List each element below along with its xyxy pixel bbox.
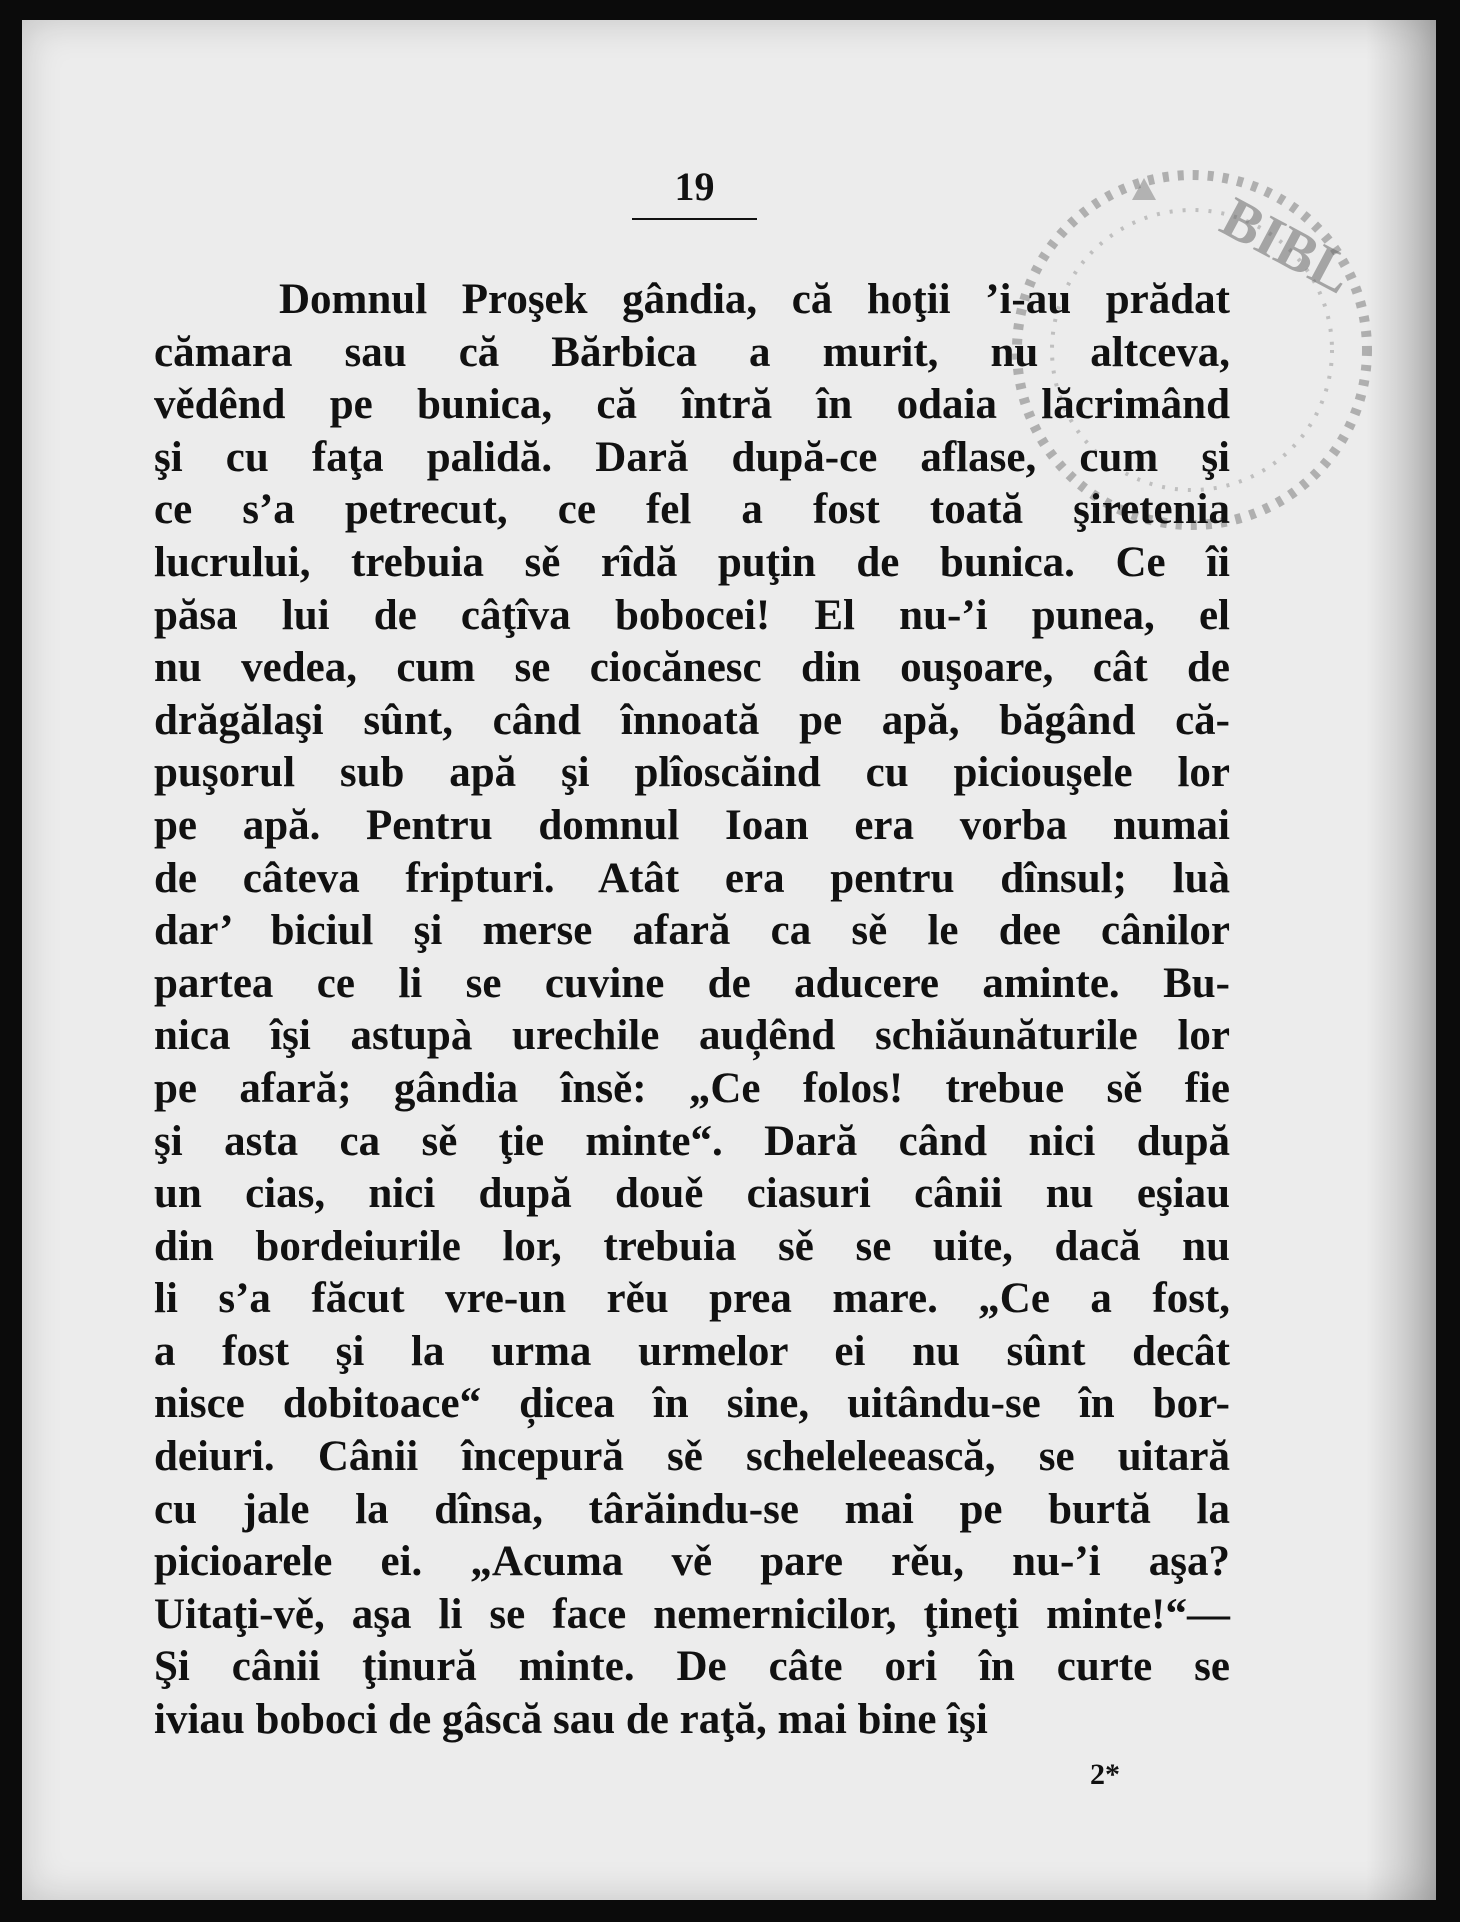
text-line: păsa lui de câţîva bobocei! El nu-’i punea, el xyxy=(154,591,1230,639)
text-line: un cias, nici după douě ciasuri cânii nu eşiau xyxy=(154,1170,1230,1218)
text-line: nu vedea, cum se ciocănesc din ouşoare, cât de xyxy=(154,644,1230,692)
text-line: li s’a făcut vre-un rěu prea mare. „Ce a fost, xyxy=(154,1275,1230,1323)
text-line: şi cu faţa palidă. Dară după-ce aflase, cum şi xyxy=(154,433,1230,481)
text-line: din bordeiurile lor, trebuia sě se uite, dacă nu xyxy=(154,1222,1230,1270)
printer-signature: 2* xyxy=(1090,1758,1120,1791)
text-line: Şi cânii ţinură minte. De câte ori în curte se xyxy=(154,1643,1230,1691)
text-line: ce s’a petrecut, ce fel a fost toată şiretenia xyxy=(154,486,1230,534)
body-text xyxy=(154,274,1230,1747)
text-line: şi asta ca sě ţie minte“. Dară când nici după xyxy=(154,1117,1230,1165)
text-line: nisce dobitoace“ ḑicea în sine, uitându-se în bor- xyxy=(154,1380,1230,1428)
text-line: lucrului, trebuia sě rîdă puţin de bunica. Ce îi xyxy=(154,538,1230,586)
text-line: Domnul Proşek gândia, că hoţii ’i-au prădat xyxy=(279,276,1230,323)
text-line: nica îşi astupà urechile auḑênd schiăunăturile lor xyxy=(154,1012,1230,1060)
text-line: drăgălaşi sûnt, când înnoată pe apă, băgând că- xyxy=(154,696,1230,744)
text-line: vědênd pe bunica, că întră în odaia lăcrimând xyxy=(154,381,1230,429)
text-line: puşorul sub apă şi plîoscăind cu piciouşele lor xyxy=(154,749,1230,797)
text-line: picioarele ei. „Acuma vě pare rěu, nu-’i aşa? xyxy=(154,1538,1230,1586)
page-number: 19 xyxy=(674,164,715,209)
book-page xyxy=(22,20,1436,1900)
text-line: iviau boboci de gâscă sau de raţă, mai bine îşi xyxy=(154,1696,988,1744)
text-line: de câteva fripturi. Atât era pentru dînsul; luà xyxy=(154,854,1230,902)
text-line: dar’ biciul şi merse afară ca sě le dee cânilor xyxy=(154,907,1230,955)
text-line: Uitaţi-vě, aşa li se face nemernicilor, ţineţi minte!“— xyxy=(154,1590,1230,1638)
text-line: partea ce li se cuvine de aducere aminte. Bu- xyxy=(154,959,1230,1007)
text-line: deiuri. Cânii începură sě scheleleească, se uitară xyxy=(154,1433,1230,1481)
text-line: cămara sau că Bărbica a murit, nu altceva, xyxy=(154,328,1230,376)
text-line: a fost şi la urma urmelor ei nu sûnt decât xyxy=(154,1327,1230,1375)
stamp-label: BIBL xyxy=(1210,184,1364,307)
text-line: pe apă. Pentru domnul Ioan era vorba numai xyxy=(154,801,1230,849)
text-line: pe afară; gândia însě: „Ce folos! trebue sě fie xyxy=(154,1064,1230,1112)
text-line: cu jale la dînsa, târăindu-se mai pe burtă la xyxy=(154,1485,1230,1533)
page-number-rule xyxy=(632,218,757,220)
